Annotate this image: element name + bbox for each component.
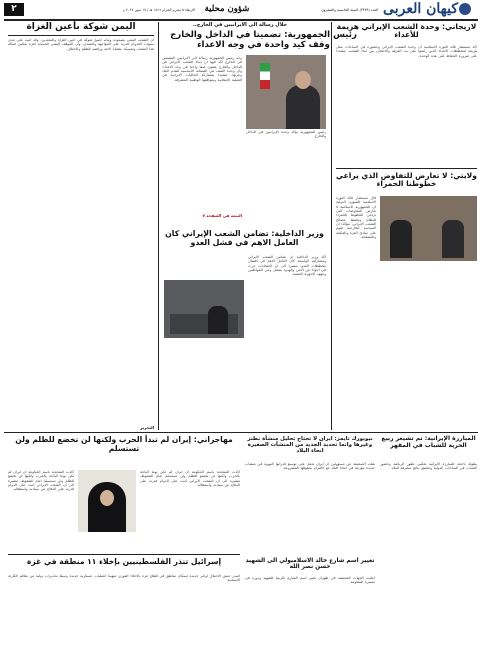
section-title: شؤون محلية bbox=[204, 4, 250, 14]
bottom-center-side: اكدت المتحدثة باسم الحكومة ان ايران لم تكن يوما البادئة بالحرب ولكنها لن تخضع للظلم ولن تستسلم امام الضغوط، مشيرة الى ان الشعب الايراني اثبت على الدوام قدرته على الدفاع عن سيادته واستقلاله. bbox=[8, 470, 74, 492]
bottom-left-rule bbox=[8, 554, 240, 555]
bottom-right-body: بطولة ناجحة للمبارزة الايرانية تعكس تطور الرياضة وحضور الشباب في الساحات الدولية وتحقيق نتائج مشرفة للبلاد. bbox=[380, 462, 477, 471]
interior-photo bbox=[164, 280, 244, 338]
lead-photo bbox=[246, 55, 326, 129]
minister-figure bbox=[208, 306, 228, 334]
bottom-left-headline: إسرائيل تنذر الفلسطينيين بإخلاء ١١ منطقة في غزة bbox=[26, 557, 222, 566]
interior-body: اكد وزير الداخلية ان تضامن الشعب الايراني ومشاركته الواسعة كان العامل الاهم في افشال مخططات العدو، مشيرا الى ان الانتخابات جرت في اجواء من الامن والهدوء بفضل وعي المواطنين وجهود الاجهزة المعنية. bbox=[248, 255, 326, 277]
lead-body: وجه رئيس الجمهورية رسالة الى الايرانيين المقيمين في الخارج اكد فيها ان ابناء الشعب الايراني في الداخل والخارج يقفون صفا واحدا في وجه الاعداء، وان وحدة الصف هي الضمانة الاساسية لتقدم البلاد وعزتها، مشيدا بمشاركة الجاليات الايرانية في العملية الانتخابية وبمواقفها الوطنية المشرفة. bbox=[162, 56, 242, 82]
speaker-figure bbox=[286, 85, 320, 129]
bottom-mid1-headline: نيويورك تايمز: ايران لا تحتاج تحليل منشأة نطنز وغيرها وانما تحديد الجديد من المنشآت الصغيرة انحاء البلاد bbox=[247, 436, 373, 455]
masthead-rule bbox=[4, 19, 478, 21]
date-line: الاربعاء ٥ محرم الحرام ١٤٤٦ هـ / ١٧ تموز ٢٠٢٤ م bbox=[122, 8, 195, 12]
lead-headline: رئيس الجمهورية: تضمينا في الداخل والخارج وقف كيد واحدة في وجه الاعداء bbox=[170, 30, 357, 50]
masthead-logo: کیهان العربی bbox=[383, 1, 458, 17]
right1-rule bbox=[336, 168, 477, 169]
meeting-figure-a bbox=[390, 220, 412, 258]
speaker-head bbox=[295, 71, 311, 89]
interior-headline: وزير الداخلية: تضامن الشعب الإيراني كان العامل الاهم في فشل العدو bbox=[165, 229, 324, 247]
masthead bbox=[0, 0, 482, 20]
bottom-center-body: اكدت المتحدثة باسم الحكومة ان ايران لم تكن يوما البادئة بالحرب ولكنها لن تخضع للظلم ولن تستسلم امام الضغوط، مشيرة الى ان الشعب الايراني اثبت على الدوام قدرته على الدفاع عن سيادته واستقلاله. bbox=[140, 470, 240, 488]
left-top-author: التحرير bbox=[140, 425, 154, 430]
left-top-rule bbox=[8, 35, 154, 36]
bottom-right-headline: المبارزة الإيرانية: تم تشيغر ربيع الحرية للشباب في المقهر bbox=[381, 435, 476, 449]
bottom-mid2-body: اعلنت الجهات المختصة في طهران تغيير اسم الشارع تكريما للشهيد ودوره في مسيرة المقاومة. bbox=[245, 576, 375, 585]
bottom-mid1-body: نقلت الصحيفة عن مسؤولين ان ايران تعمل على توسيع قدراتها النووية في منشآت جديدة موزعة في انحاء البلاد مع الالتزام بحقوقها المشروعة. bbox=[245, 462, 375, 471]
lead-photo-caption: رئيس الجمهورية يؤكد وحدة الايرانيين في الداخل والخارج bbox=[246, 130, 326, 139]
bottom-center-headline: مهاجراني: إيران لم تبدأ الحرب ولكنها لن تخضع للظلم ولن تستسلم bbox=[15, 435, 233, 453]
right2-photo bbox=[380, 196, 477, 261]
left-top-headline: اليمن شوكة بأعين الغزاة bbox=[26, 22, 136, 32]
bottom-band-rule bbox=[4, 432, 478, 433]
left-top-body: ان الشعب اليمني بصموده وثباته اصبح شوكة في اعين الغزاة والمعتدين، وقد اثبت على مدى سنوات العدوان قدرته على المواجهة والتصدي، وان الموقف اليمني المساند لغزة يعكس اصالة هذا الشعب وتمسكه بقضايا الامة ورفضه للظلم والاحتلال. bbox=[8, 38, 154, 51]
spokeswoman-photo bbox=[78, 470, 136, 532]
page-number: ٢ bbox=[4, 3, 24, 16]
spokeswoman-face bbox=[100, 490, 114, 506]
right1-body: اكد مستشار قائد الثورة الاسلامية ان وحدة الشعب الايراني وحضوره في الساحات يمثل هزيمة لمخططات الاعداء الذين راهنوا على بث الفرقة والاختلاف بين ابناء الشعب، مشددا على ضرورة الحفاظ على هذه الوحدة. bbox=[336, 45, 477, 58]
lead-more: التتمة في الصفحة ٧ bbox=[202, 213, 242, 218]
center-divider bbox=[331, 22, 332, 430]
right2-headline: ولايتي: لا تعارض للتفاوض الذي يراعي خطوطنا الحمراء bbox=[336, 171, 477, 189]
edition-line: العدد (٣٣٧٩) السنة الخامسة والعشرون bbox=[321, 8, 378, 12]
bottom-mid2-headline: تغيير اسم شارع خالد الاسلامبولي الى الشهيد حسن نصر الله bbox=[245, 558, 375, 571]
right2-body: قال مستشار قائد الثورة الاسلامية للشؤون الدولية ان الجمهورية الاسلامية لا تعارض المفاوضات التي تراعي الخطوط الحمراء للنظام وتحفظ مصالح الشعب الايراني، مؤكدا ان السياسة الخارجية تقوم على مبادئ العزة والحكمة والمصلحة. bbox=[336, 196, 376, 240]
column-divider-left bbox=[158, 22, 159, 430]
flag-icon bbox=[260, 63, 270, 89]
meeting-figure-b bbox=[442, 220, 464, 258]
lead-kicker: خلال رسالة الى الايرانيين في الخارج.. bbox=[193, 22, 287, 28]
bottom-left-body: اصدر جيش الاحتلال اوامر جديدة لسكان مناطق في قطاع غزة بالاخلاء الفوري تمهيدا لعمليات عسكرية جديدة وسط تحذيرات دولية من تفاقم الكارثة الانسانية. bbox=[8, 574, 240, 583]
logo-emblem-icon bbox=[459, 3, 471, 15]
right1-headline: لاريجاني: وحدة الشعب الإيراني هزيمة للأعداء bbox=[336, 22, 477, 40]
